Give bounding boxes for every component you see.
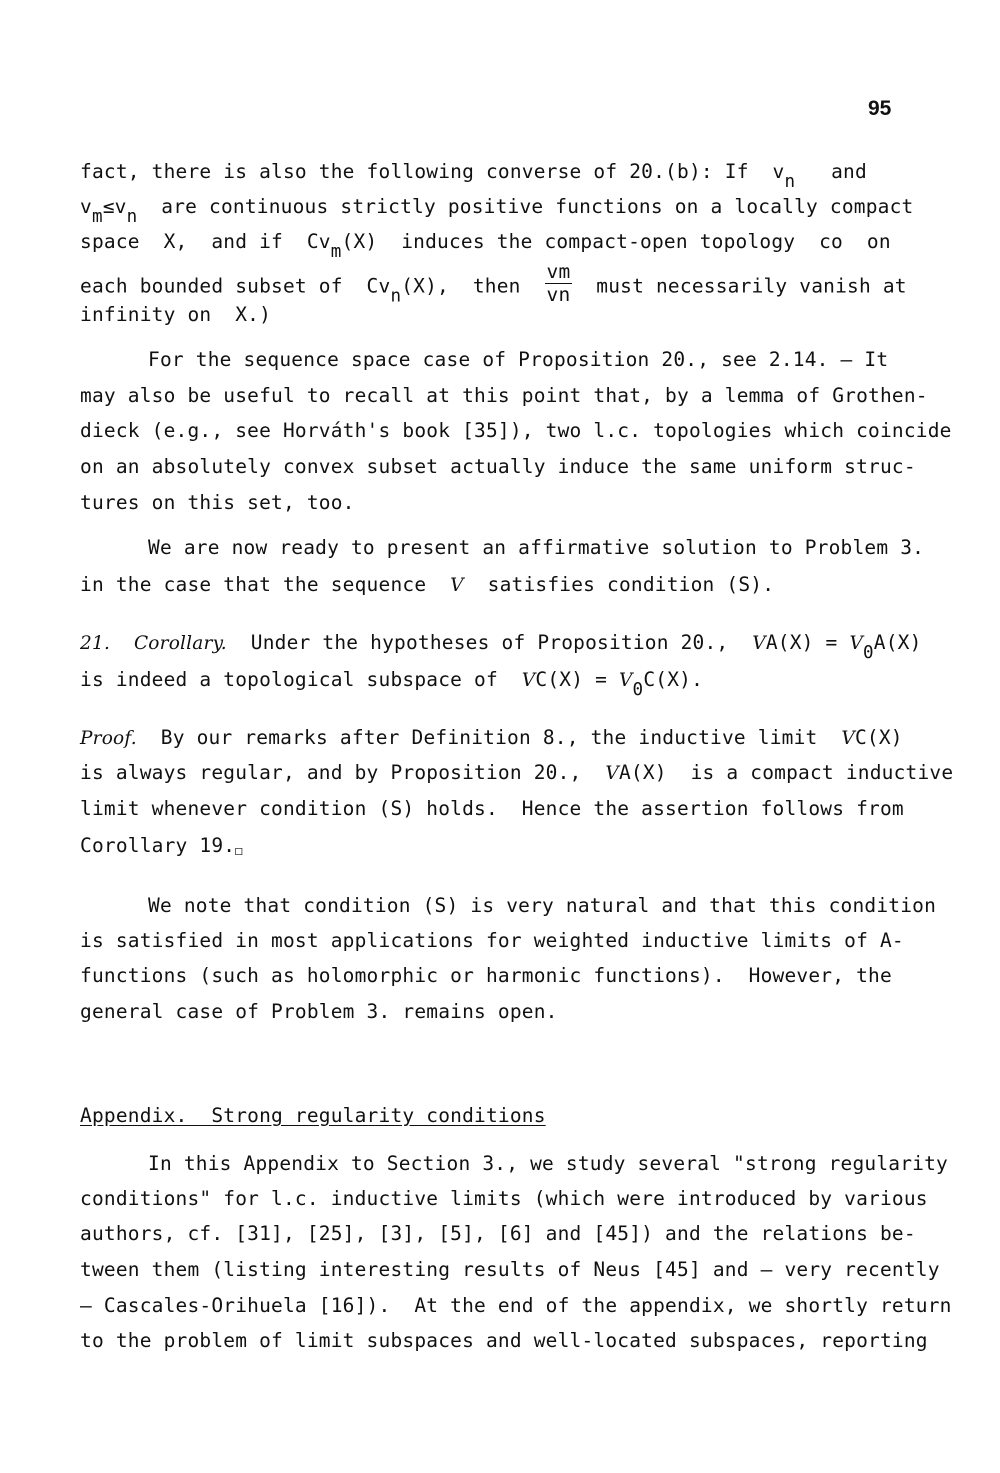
p5-line-3: authors, cf. [31], [25], [3], [5], [6] and [45]) and the relations be-	[80, 1222, 916, 1245]
fraction-vm-vn	[545, 262, 573, 304]
p1-line-4-b: (X), then	[401, 274, 521, 298]
proof-line-2	[80, 761, 953, 784]
p5-line-1: In this Appendix to Section 3., we study several "strong regularity	[148, 1152, 948, 1175]
math-sub-n: n	[126, 206, 138, 227]
p1-line-1-tail: and	[831, 160, 867, 183]
math-script-V: V	[450, 575, 464, 596]
p1-line-2-text: are continuous strictly positive functions on a locally compact	[161, 195, 914, 218]
proof-line-4	[80, 834, 242, 857]
proof-line-4-text: Corollary 19.	[80, 834, 236, 857]
math-script-V: V	[618, 670, 633, 691]
p3-line-2-b: satisfies condition (S).	[487, 573, 775, 596]
math-script-V: V	[752, 633, 766, 654]
corollary-line-1-a: Under the hypotheses of Proposition 20.,	[250, 631, 729, 654]
p1-line-1-text: fact, there is also the following converse of 20.(b): If	[80, 160, 749, 183]
proof-line-3: limit whenever condition (S) holds. Hence the assertion follows from	[80, 797, 904, 820]
p2-line-3: dieck (e.g., see Horváth's book [35]), two l.c. topologies which coincide	[80, 419, 952, 442]
p5-line-6: to the problem of limit subspaces and well-located subspaces, reporting	[80, 1329, 928, 1352]
math-v: v	[80, 195, 92, 218]
proof-line-1	[80, 726, 903, 749]
corollary-line-1-b: A(X) =	[765, 631, 838, 654]
math-v: v	[114, 195, 127, 218]
appendix-heading: Appendix. Strong regularity conditions	[80, 1104, 546, 1127]
corollary-label: Corollary.	[133, 633, 227, 654]
math-sub-n: n	[784, 171, 796, 192]
corollary-line-2-b: C(X) =	[535, 668, 608, 691]
p2-line-4: on an absolutely convex subset actually induce the same uniform struc-	[80, 455, 916, 478]
p4-line-3: functions (such as holomorphic or harmonic functions). However, the	[80, 964, 892, 987]
p4-line-2: is satisfied in most applications for weighted inductive limits of A-	[80, 929, 904, 952]
math-sub-n: n	[390, 286, 402, 307]
p5-line-5: — Cascales-Orihuela [16]). At the end of the appendix, we shortly return	[80, 1294, 952, 1317]
proof-line-2-b: A(X) is a compact inductive	[618, 761, 954, 784]
p2-line-5: tures on this set, too.	[80, 491, 355, 514]
math-script-V: V	[849, 633, 864, 654]
p3-line-2-a: in the case that the sequence	[80, 573, 427, 596]
p1-line-3-a: space X, and if Cv	[80, 230, 331, 253]
p1-line-1	[80, 160, 867, 192]
proof-line-2-a: is always regular, and by Proposition 20.,	[80, 761, 582, 784]
p4-line-1: We note that condition (S) is very natural and that this condition	[148, 894, 937, 917]
math-sub-0: 0	[632, 679, 644, 700]
p2-line-2: may also be useful to recall at this point that, by a lemma of Grothen-	[80, 384, 928, 407]
corollary-line-1	[80, 631, 922, 663]
math-script-V: V	[605, 763, 619, 784]
qed-icon: □	[235, 843, 243, 858]
math-sub-m: m	[330, 241, 342, 262]
p1-line-3	[80, 230, 891, 262]
math-le: ≤	[102, 195, 115, 218]
proof-label: Proof.	[80, 728, 137, 749]
p1-line-4-a: each bounded subset of Cv	[80, 274, 391, 298]
p5-line-2: conditions" for l.c. inductive limits (which were introduced by various	[80, 1187, 928, 1210]
p1-line-4	[80, 260, 907, 308]
page-number: 95	[868, 97, 892, 120]
corollary-line-1-c: A(X)	[873, 631, 922, 654]
p1-line-3-b: (X) induces the compact-open topology co on	[341, 230, 891, 253]
math-sub-0: 0	[863, 642, 874, 663]
corollary-number: 21.	[80, 633, 111, 654]
p5-line-4: tween them (listing interesting results of Neus [45] and — very recently	[80, 1258, 940, 1281]
proof-line-1-b: C(X)	[854, 726, 903, 749]
math-script-V: V	[521, 670, 536, 691]
math-script-V: V	[841, 728, 855, 749]
p3-line-2	[80, 573, 774, 596]
proof-line-1-a: By our remarks after Definition 8., the inductive limit	[160, 726, 818, 749]
math-sub-m: m	[91, 206, 103, 227]
p1-line-5: infinity on X.)	[80, 303, 272, 326]
p1-line-2	[80, 195, 914, 227]
p3-line-1: We are now ready to present an affirmative solution to Problem 3.	[148, 536, 925, 559]
p2-line-1: For the sequence space case of Proposition 20., see 2.14. — It	[148, 348, 889, 371]
fraction-denominator: vn	[546, 282, 571, 306]
math-v: v	[772, 160, 785, 183]
corollary-line-2	[80, 668, 704, 700]
p1-line-4-c: must necessarily vanish at	[596, 274, 907, 298]
fraction-numerator: vm	[546, 260, 571, 283]
corollary-line-2-c: C(X).	[643, 668, 704, 691]
corollary-line-2-a: is indeed a topological subspace of	[80, 668, 498, 691]
p4-line-4: general case of Problem 3. remains open.	[80, 1000, 558, 1023]
